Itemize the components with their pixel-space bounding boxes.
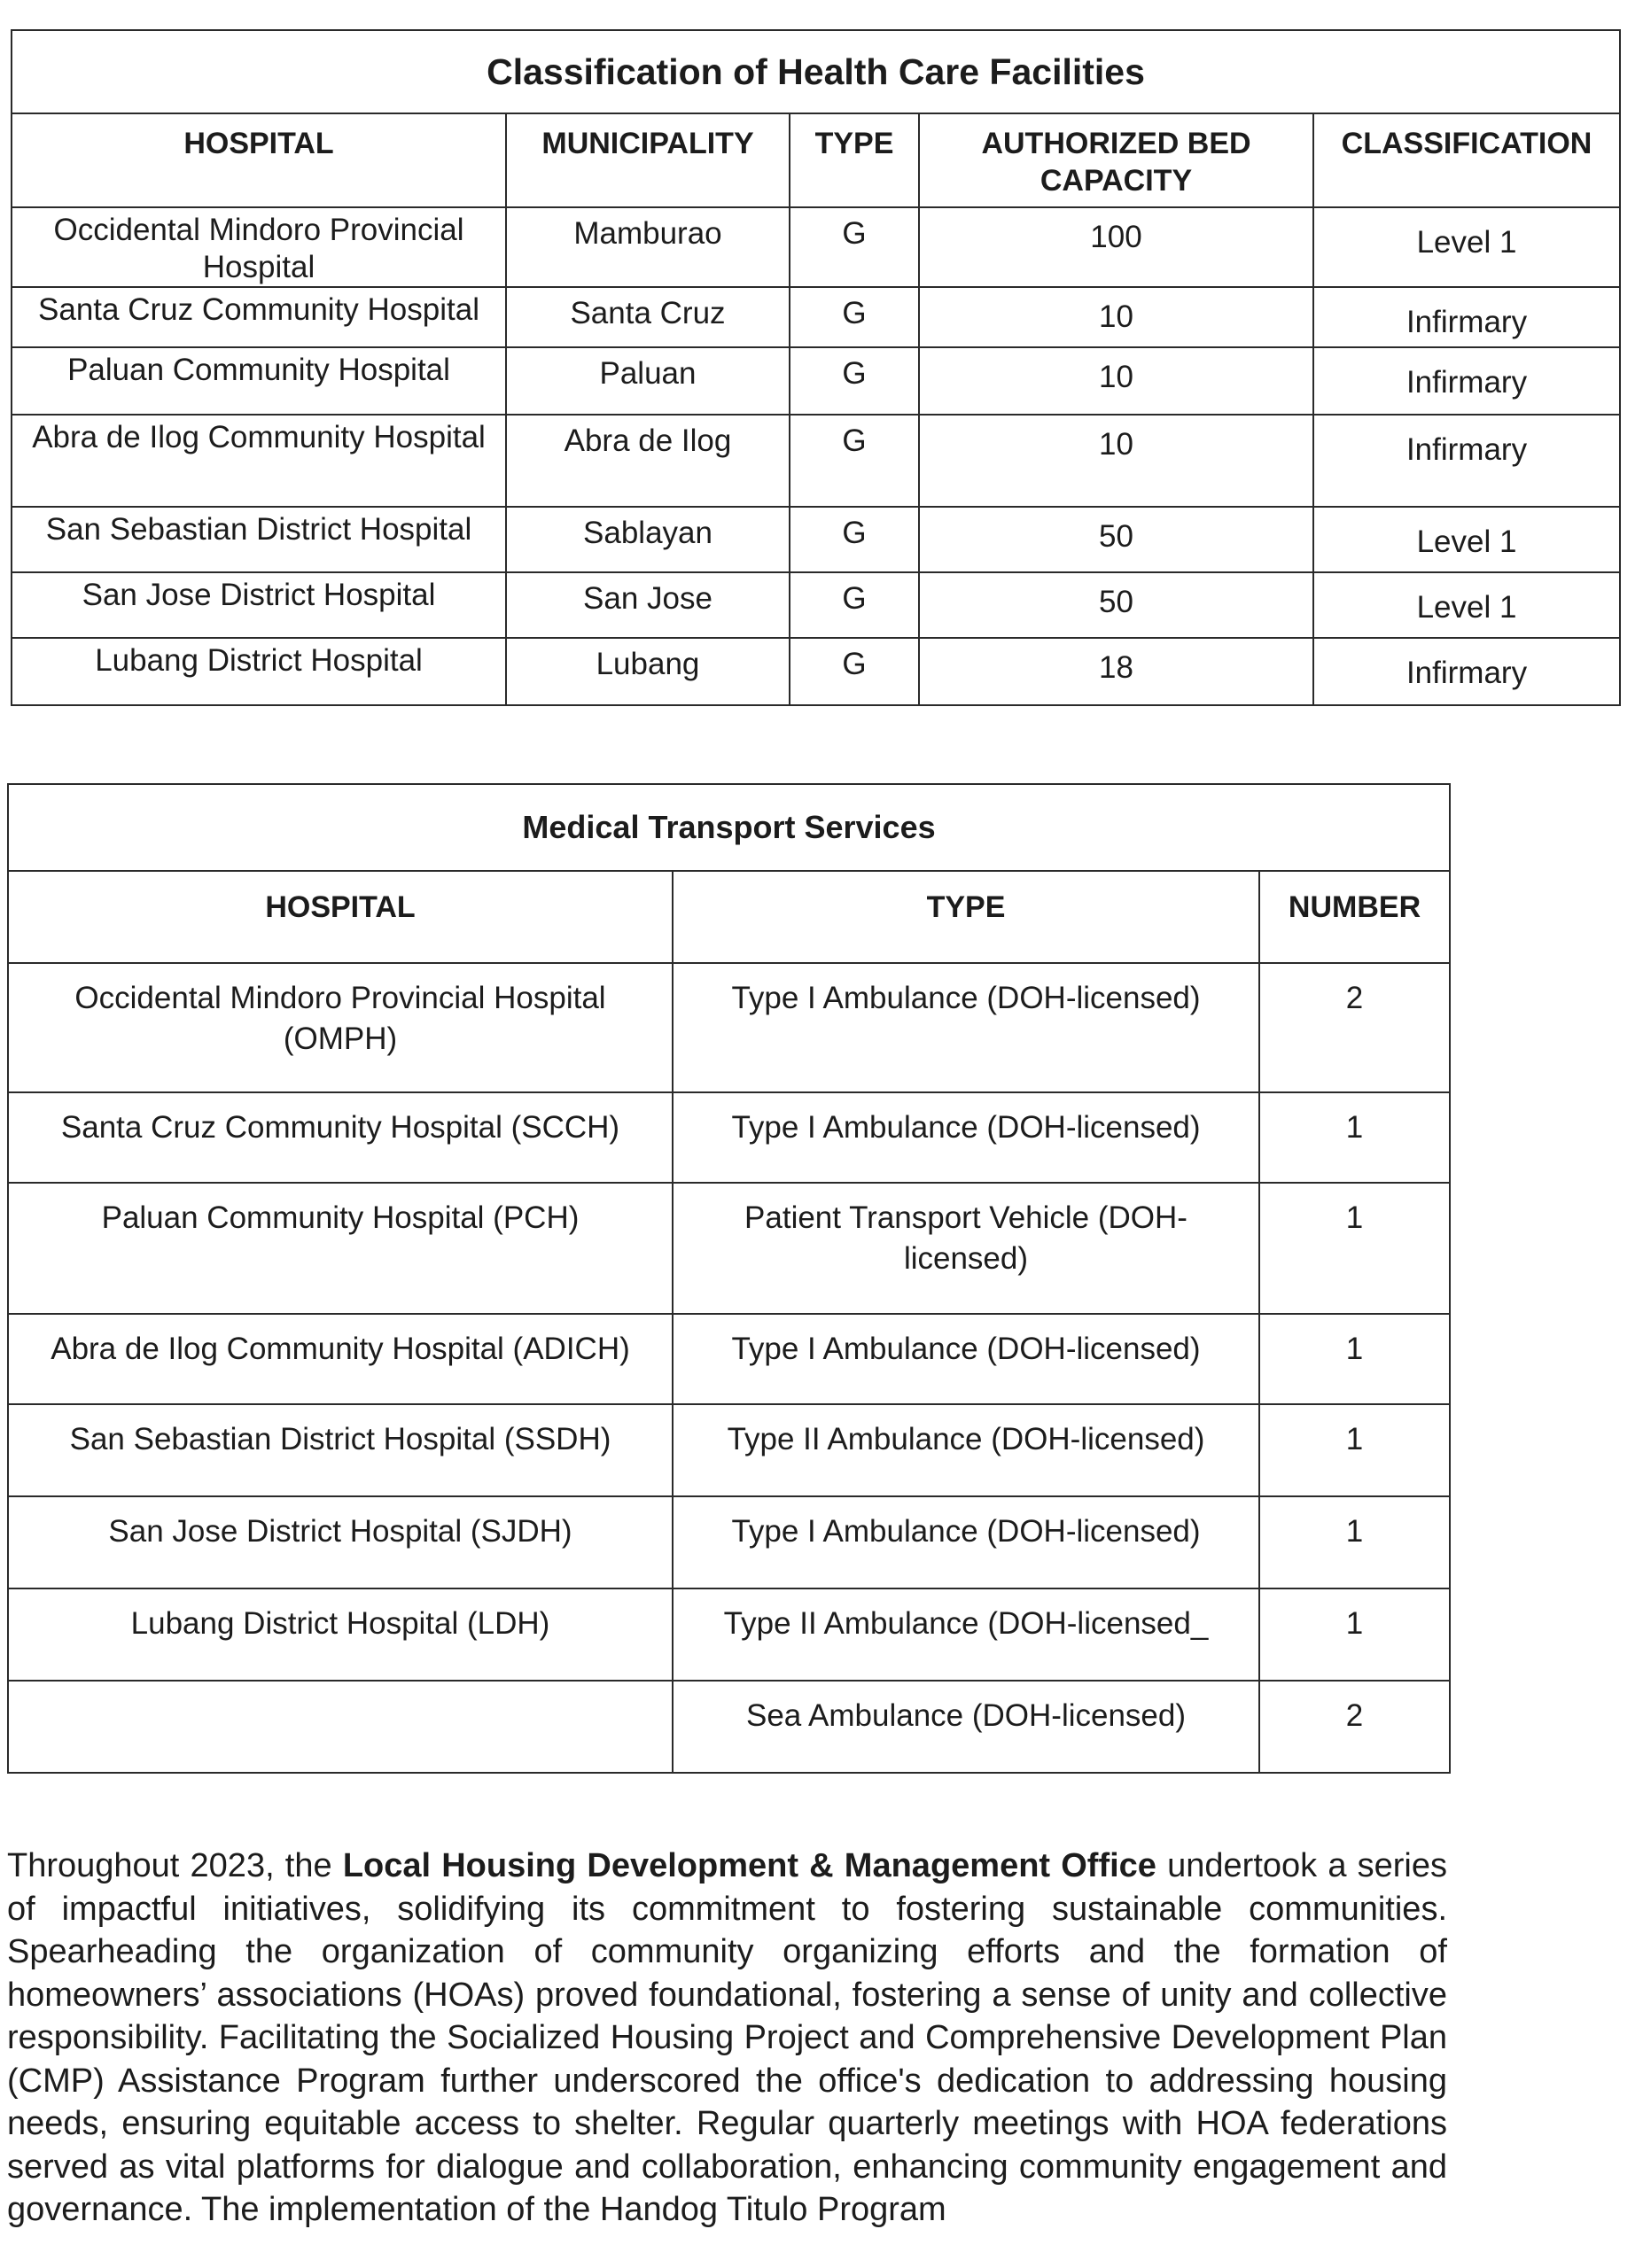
vehicle-count-cell: 1 (1259, 1588, 1450, 1681)
bed-capacity-cell: 10 (919, 415, 1313, 507)
classification-cell: Infirmary (1313, 415, 1620, 507)
bed-capacity-cell: 18 (919, 638, 1313, 705)
municipality-cell: Sablayan (506, 507, 790, 572)
table-row (12, 287, 1620, 347)
hospital-cell: Abra de Ilog Community Hospital (ADICH) (8, 1314, 673, 1404)
classification-cell: Level 1 (1313, 207, 1620, 287)
hospital-cell: San Jose District Hospital (SJDH) (8, 1496, 673, 1588)
column-header-number: NUMBER (1259, 871, 1450, 963)
type-cell: G (790, 415, 919, 507)
type-cell: G (790, 638, 919, 705)
facilities-table (11, 29, 1621, 706)
hospital-cell: Lubang District Hospital (12, 638, 506, 705)
vehicle-type-cell: Type I Ambulance (DOH-licensed) (673, 963, 1259, 1092)
table-row (8, 1496, 1450, 1588)
vehicle-type-cell: Type I Ambulance (DOH-licensed) (673, 1092, 1259, 1183)
housing-office-paragraph (7, 1845, 1447, 2232)
classification-cell: Infirmary (1313, 347, 1620, 415)
column-header-hospital: HOSPITAL (8, 871, 673, 963)
column-header-classification: CLASSIFICATION (1313, 113, 1620, 207)
vehicle-count-cell: 2 (1259, 963, 1450, 1092)
municipality-cell: San Jose (506, 572, 790, 638)
column-header-bed-capacity: AUTHORIZED BED CAPACITY (919, 113, 1313, 207)
vehicle-type-cell: Patient Transport Vehicle (DOH-licensed) (673, 1183, 1259, 1314)
table-header-row (12, 113, 1620, 207)
hospital-cell: Santa Cruz Community Hospital (SCCH) (8, 1092, 673, 1183)
municipality-cell: Mamburao (506, 207, 790, 287)
table-row (8, 1183, 1450, 1314)
vehicle-count-cell: 2 (1259, 1681, 1450, 1773)
hospital-cell: Lubang District Hospital (LDH) (8, 1588, 673, 1681)
hospital-cell: San Sebastian District Hospital (12, 507, 506, 572)
classification-cell: Level 1 (1313, 507, 1620, 572)
bed-capacity-cell: 50 (919, 507, 1313, 572)
vehicle-count-cell: 1 (1259, 1092, 1450, 1183)
hospital-cell: Occidental Mindoro Provincial Hospital (OMPH) (8, 963, 673, 1092)
paragraph-intro: Throughout 2023, the (7, 1847, 343, 1884)
transport-table (7, 783, 1451, 1774)
hospital-cell: Paluan Community Hospital (PCH) (8, 1183, 673, 1314)
vehicle-type-cell: Type II Ambulance (DOH-licensed) (673, 1404, 1259, 1496)
vehicle-count-cell: 1 (1259, 1404, 1450, 1496)
municipality-cell: Santa Cruz (506, 287, 790, 347)
table-caption-row (12, 30, 1620, 113)
municipality-cell: Lubang (506, 638, 790, 705)
vehicle-type-cell: Type I Ambulance (DOH-licensed) (673, 1496, 1259, 1588)
office-name: Local Housing Development & Management Office (342, 1847, 1156, 1884)
column-header-type: TYPE (790, 113, 919, 207)
table-row (8, 1588, 1450, 1681)
hospital-cell: San Jose District Hospital (12, 572, 506, 638)
table-row (8, 1314, 1450, 1404)
bed-capacity-cell: 10 (919, 287, 1313, 347)
table-row (8, 1092, 1450, 1183)
vehicle-count-cell: 1 (1259, 1183, 1450, 1314)
hospital-cell (8, 1681, 673, 1773)
table-row (12, 572, 1620, 638)
table-row (12, 207, 1620, 287)
hospital-cell: Santa Cruz Community Hospital (12, 287, 506, 347)
bed-capacity-cell: 50 (919, 572, 1313, 638)
table-row (12, 415, 1620, 507)
vehicle-count-cell: 1 (1259, 1496, 1450, 1588)
hospital-cell: Occidental Mindoro Provincial Hospital (12, 207, 506, 287)
type-cell: G (790, 287, 919, 347)
type-cell: G (790, 347, 919, 415)
facilities-title: Classification of Health Care Facilities (12, 30, 1620, 113)
table-row (12, 507, 1620, 572)
hospital-cell: Abra de Ilog Community Hospital (12, 415, 506, 507)
type-cell: G (790, 572, 919, 638)
table-row (12, 638, 1620, 705)
paragraph-body: undertook a series of impactful initiatives, solidifying its commitment to fostering sustainable communities. Spearheading the organization of community organizing efforts and the formation of homeowners’ associations (HOAs) proved foundational, fostering a sense of unity and collective responsibility. Facilitating the Socialized Housing Project and Comprehensive Development Plan (CMP) Assistance Program further underscored the office's dedication to addressing housing needs, ensuring equitable access to shelter. Regular quarterly meetings with HOA federations served as vital platforms for dialogue and collaboration, enhancing community engagement and governance. The implementation of the Handog Titulo Program (7, 1847, 1447, 2228)
table-row (8, 1681, 1450, 1773)
table-row (12, 347, 1620, 415)
classification-cell: Level 1 (1313, 572, 1620, 638)
column-header-hospital: HOSPITAL (12, 113, 506, 207)
vehicle-type-cell: Type II Ambulance (DOH-licensed_ (673, 1588, 1259, 1681)
bed-capacity-cell: 100 (919, 207, 1313, 287)
table-row (8, 963, 1450, 1092)
vehicle-type-cell: Sea Ambulance (DOH-licensed) (673, 1681, 1259, 1773)
transport-title: Medical Transport Services (8, 784, 1450, 871)
table-row (8, 1404, 1450, 1496)
type-cell: G (790, 507, 919, 572)
municipality-cell: Paluan (506, 347, 790, 415)
municipality-cell: Abra de Ilog (506, 415, 790, 507)
classification-cell: Infirmary (1313, 638, 1620, 705)
vehicle-type-cell: Type I Ambulance (DOH-licensed) (673, 1314, 1259, 1404)
table-header-row (8, 871, 1450, 963)
bed-capacity-cell: 10 (919, 347, 1313, 415)
type-cell: G (790, 207, 919, 287)
hospital-cell: San Sebastian District Hospital (SSDH) (8, 1404, 673, 1496)
table-caption-row (8, 784, 1450, 871)
column-header-type: TYPE (673, 871, 1259, 963)
column-header-municipality: MUNICIPALITY (506, 113, 790, 207)
vehicle-count-cell: 1 (1259, 1314, 1450, 1404)
classification-cell: Infirmary (1313, 287, 1620, 347)
hospital-cell: Paluan Community Hospital (12, 347, 506, 415)
